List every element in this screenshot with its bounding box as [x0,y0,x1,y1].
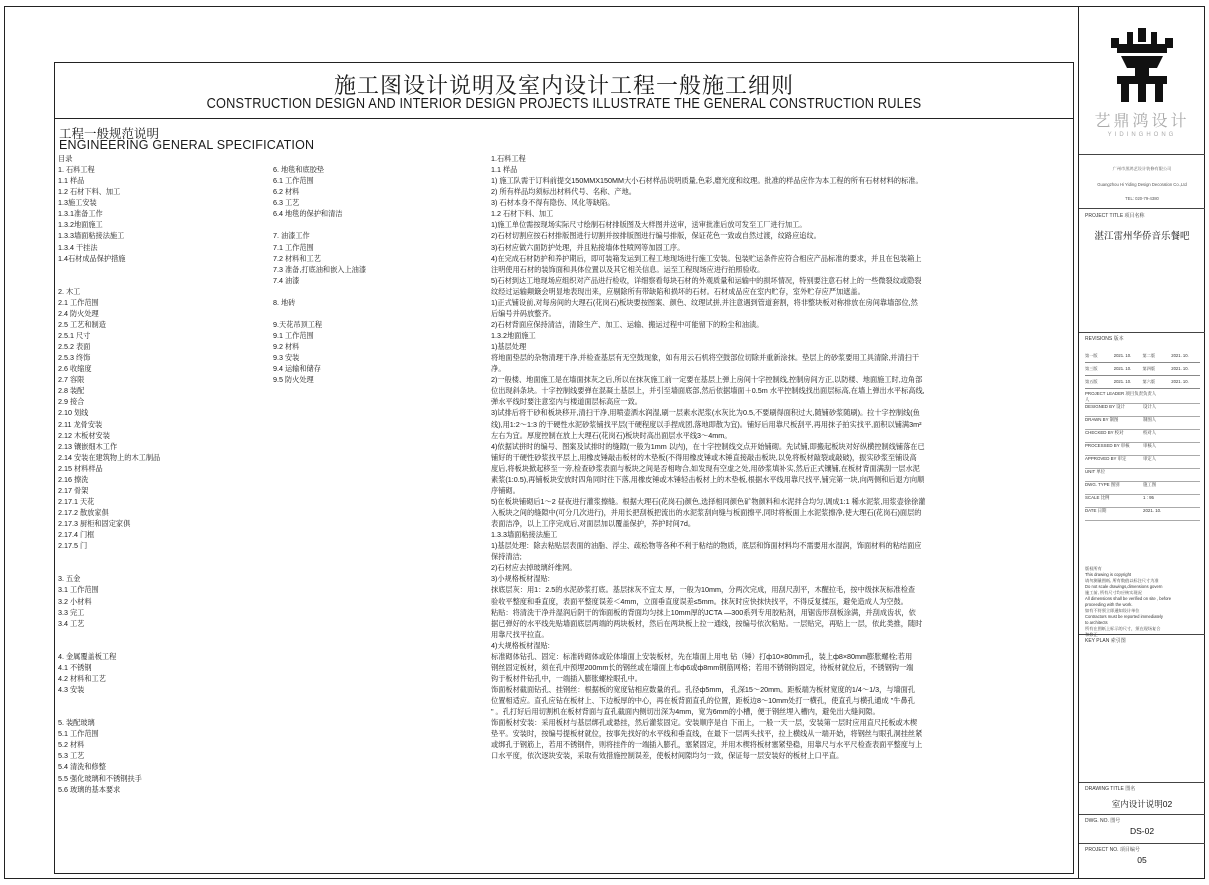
signature-value: 2021. 10. [1143,508,1162,513]
text-line: 4)在完成石材防护和养护期后，即可装箱发运到工程工地现场进行施工安装。包装贮运条件应符合相应产品标准的要求，并且在包装箱上 [491,253,922,263]
text-line: 2.12 木板材安装 [58,430,110,440]
company-name-en: Guangzhou Hi Yiding Design Decoration Co.,Ltd [1097,182,1187,187]
revision-cell: 第六版 [1142,379,1156,384]
text-line [58,629,258,640]
section-heading: 工程一般规范说明 [59,127,160,141]
signature-label: DRAWN BY 制图 [1085,417,1119,422]
project-name: 湛江雷州华侨音乐餐吧 [1094,231,1190,242]
revision-row [1085,376,1200,389]
text-line: 1.4石材成品保护措施 [58,253,126,263]
signature-row [1085,469,1200,482]
copyright-notes [1085,566,1201,638]
page-title: 施工图设计说明及室内设计工程一般施工细则 [333,73,794,98]
text-line: 1.3.3墙面粘接法施工 [491,530,558,540]
text-line: 弹水平线时要注意室内与楼道面层标高应一致。 [491,397,642,407]
text-line: 素浆(1:0.5),再铺板块安放时四角同时往下落,用橡皮锤或木锤轻击板材上的木垫板,根据水平线用靠尺找平,铺完第一块,向两侧和后退方向顺 [491,474,925,484]
text-line: 1)基层处理 [491,342,527,352]
text-line: 目录 [58,154,73,163]
text-line: 验收平整度和垂直度，表面平整度误差＜4mm，立面垂直度误差≤5mm。抹灰时应快抹快找平，不得反复揉压，避免造成人为空鼓。 [491,596,908,606]
note-line: 请勿测量图纸, 所有数值以标注尺寸为准 [1085,578,1159,583]
text-line: 口水平度，依次逐块安装，采取有效措施控制误差，使板材间隙均匀一致，保证每一层安装好的板材上口平直。 [491,751,844,761]
text-line: 2.5 工艺和制造 [58,319,106,329]
divider [1079,782,1205,783]
text-line [58,640,258,651]
text-line: 6.2 材料 [273,187,300,197]
note-line: This drawing is copyright [1085,572,1132,577]
text-line: 或绑孔于钢筋上，若用不锈钢件，则将挂件的一端插入膨孔，塞紧固定，并用木楔将板材塞紧垫稳，用靠尺与水平尺检查表面平整度与上 [491,740,923,750]
text-line: 6.1 工作范围 [273,176,314,186]
text-line: 2)石材应去掉玻璃纤维网。 [491,563,577,573]
divider [1079,814,1205,815]
text-line: 4.3 安装 [58,685,85,694]
signature-value [1143,469,1200,481]
text-line: 9.3 安装 [273,353,300,363]
note-line: 施工前, 所有尺寸均应核实现况 [1085,590,1142,595]
text-line: 粘贴：将清洗干净并湿润后阴干的饰面板的背面均匀抹上10mm厚的JCTA —300系列专用胶粘剂，用锯齿形刮板涂满，并刮成齿状，依 [491,607,916,617]
text-line: 2.13 镶嵌细木工作 [58,441,118,451]
text-line: 5.1 工作范围 [58,729,99,739]
text-line: 3.3 完工 [58,607,85,617]
text-line: 2.4 防火处理 [58,308,99,318]
text-line: 3)小规格板材湿贴: [491,574,550,584]
signature-value: 施工图 [1143,482,1157,487]
toc-column-2 [273,153,473,385]
text-line: 1.2 石材下料、加工 [491,209,554,219]
text-line: 7.2 材料和工艺 [273,253,321,263]
text-line [58,551,258,562]
signature-value: 校对人 [1143,430,1157,435]
text-line: 5. 装配玻璃 [58,718,95,728]
text-line: 4)大规格板材湿贴: [491,640,550,650]
text-line: 饰面板材截面钻孔、挂钢丝：根据板的宽度钻相应数量的孔。孔径ф5mm， 孔深15～20mm。距板端为板材宽度的1/4～1/3，与墙面孔 [491,685,916,694]
text-line: 9.4 运输和储存 [273,364,321,374]
revision-row [1085,350,1200,363]
text-line [58,706,258,717]
text-line: 标准砌体钻孔、固定：标准砖砌体或砼体墙面上安装板材，先在墙面上用电 钻（锤）打ф10×80mm孔，装上ф8×80mm膨胀螺栓;若用 [491,651,913,661]
text-line: 2.14 安装在建筑物上的木工制品 [58,452,161,462]
signature-row [1085,482,1200,495]
company-tel: TEL: 020-79-4380 [1125,196,1159,201]
drawing-title-label: DRAWING TITLE 图名 [1085,786,1136,792]
text-line: 1.3.3墙面粘接法施工 [58,231,125,241]
text-line: 5)在板块铺砌后1～2 昼夜进行灌浆擦缝。根据大理石(花岗石)颜色,选择相同颜色矿物颜料和水泥拌合均匀,调成1:1 稀水泥浆,用浆壶徐徐灌 [491,496,926,506]
text-line: 纹经过运输颠簸会明显地表现出来，应剔除所有带缺陷和损坏的石材。石材成品应在室内贮存，室外贮存应严加遮盖。 [491,286,865,296]
signature-row [1085,443,1200,456]
text-line: 7.4 油漆 [273,275,300,285]
text-line: 1.3.4 干挂法 [58,242,98,252]
text-line: 2.16 擦洗 [58,474,89,484]
page-title-en: CONSTRUCTION DESIGN AND INTERIOR DESIGN PROJECTS ILLUSTRATE THE GENERAL CONSTRUCTION RULES [206,96,922,112]
text-line: 表面洁净，以上工序完成后,对面层加以覆盖保护，养护时间7d。 [491,519,696,529]
text-line [273,153,473,164]
text-line: 6.4 地毯的保护和清洁 [273,209,343,219]
signature-label: UNIT 单位 [1085,469,1106,474]
revision-cell: 第二版 [1142,353,1156,358]
text-line: 2.5.2 表面 [58,342,91,352]
text-line: 左右为宜。厚度控制在放上大理石(花岗石)板块时高出面层水平线3～4mm。 [491,430,732,440]
text-line: 4)依据试拼时的编号、图案及试排时的缝隙(一般为1mm 以内)，在十字控制线交点开始铺砌。先试铺,即搬起板块对好纵横控制线铺落在已 [491,441,925,451]
text-line: 1. 石料工程 [58,165,95,175]
project-title-label: PROJECT TITLE 项目名称 [1085,213,1145,219]
note-line: 版权所有 [1085,566,1102,571]
text-line: 9.1 工作范围 [273,331,314,340]
spec-panel [54,62,1074,874]
note-line: 如有不符须立即通知设计单位 [1085,608,1140,613]
signature-row [1085,508,1200,521]
signature-label: APPROVED BY 审定 [1085,456,1127,461]
note-line: All dimensions shall be verified on site , before [1085,596,1172,601]
section-heading-en: ENGINEERING GENERAL SPECIFICATION [59,138,315,152]
text-line [273,219,473,230]
text-line: 1)正式铺设前,对每房间的大理石(花岗石)板块要按图案、颜色、纹理试拼,并注意遇到管道套割，将非整块板对称排放在房间靠墙部位,然 [491,297,918,307]
revision-cell: 第五版 [1085,379,1098,384]
text-line: 用靠尺找平拉直。 [491,629,549,639]
text-line [273,308,473,319]
signature-label: PROJECT LEADER 项目负责人 [1085,391,1143,402]
company-name: 广州市黑鸿艺设计装修有限公司 [1112,166,1172,171]
text-line: 将地面垫层的杂物清理干净,并检查基层有无空鼓现象，如有用云石机将空鼓部位切除并重新涂抹。垫层上的砂浆要用工具清除,并清扫干 [491,353,920,363]
text-line: 5.4 清洗和修整 [58,762,106,772]
text-line: 钢丝固定板材，须在孔中预埋200mm长的钢丝或在墙面上布ф6或ф8mm钢筋网格；若用不锈钢钩固定，待板材就位后，不锈钢钩一端 [491,662,914,672]
divider [1079,208,1205,209]
text-line: 垫平。安装时，按编号提板材就位，按事先找好的水平线和垂直线，在最下一层两头找平，拉上横线从一端开始，将钢丝与眼孔洞挂丝紧 [491,729,923,739]
text-line: 位出现斜条块。十字控制线要弹在混凝土基层上，并引至墙面底部,然后依据墙面＋0.5m 水平控制线找出面层标高,在墙上弹出水平标高线, [491,386,925,396]
revision-cell: 2021. 10. [1171,353,1189,358]
toc-column-1 [58,153,258,795]
text-line: 1)施工单位需按现场实际尺寸绘制石材排版图及大样图并送审，送审批准后放可发至工厂进行加工。 [491,220,807,230]
note-line: Do not scale drawings,dimensions govern [1085,584,1163,589]
signature-value: 审定人 [1143,456,1157,461]
divider [1079,843,1205,844]
revision-cell: 2021. 10. [1113,379,1132,384]
signature-value: 制图人 [1143,417,1157,422]
text-line: 2) 所有样品均须标出材料代号、名称、产地。 [491,187,636,197]
text-line: 2)石材背面应保持清洁，清除生产、加工、运输、搬运过程中可能留下的粉尘和油渍。 [491,319,764,329]
note-line: to architects [1085,620,1108,625]
text-line: 2.10 划线 [58,408,89,418]
text-line: 1.3施工安装 [58,198,97,208]
signature-row [1085,391,1200,404]
text-line: 5.6 玻璃的基本要求 [58,784,121,794]
revision-cell: 2021. 10. [1171,366,1189,371]
signature-row [1085,456,1200,469]
signature-row [1085,404,1200,417]
signature-row [1085,430,1200,443]
text-line: 1.2 石材下料、加工 [58,187,121,197]
text-line: 1)基层处理：除去粘贴层表面的油脂、浮尘、疏松物等各种不利于粘结的物质，底层和饰面材料均不需要用水湿润，饰面材料的粘结面应 [491,541,922,551]
signature-value: 1 : 95 [1143,495,1154,500]
text-line: 位置相适应。直孔应钻在板材上、下边板厚的中心，再在板背面直孔的位置，距板边8～10mm处打一横孔，使直孔与横孔通成 "牛鼻孔 [491,696,915,706]
signature-label: CHECKED BY 校对 [1085,430,1124,435]
text-line: 3.1 工作范围 [58,585,99,595]
text-line: 4. 金属覆盖板工程 [58,651,117,661]
text-line [58,562,258,573]
text-line: 3)石材应做六面防护处理，并且粘接墙体性喷网等加固工序。 [491,242,685,252]
text-line: 1.石料工程 [491,154,526,163]
signature-value: 负责人 [1143,391,1157,396]
text-line: 6. 地毯和底胶垫 [273,165,325,175]
text-line [58,264,258,275]
revision-cell: 第四版 [1142,366,1156,371]
text-line: 2.17.1 天花 [58,496,95,506]
dwg-no: DS-02 [1129,826,1155,836]
signature-value: 审核人 [1143,443,1157,448]
text-line: 3) 石材本身不得有隐伤、风化等缺陷。 [491,198,615,208]
text-line: 1.3.2地面施工 [491,331,536,340]
text-line: 2.17.2 散放家俱 [58,508,109,517]
text-line: 6.3 工艺 [273,198,300,208]
title-divider [55,118,1073,119]
text-line: 注明使用石材的装饰面和具体位置以及其它相关信息。运至工程现场应进行拍照验收。 [491,264,765,274]
signature-rows [1085,391,1200,521]
text-line: 2)石材切割应按石材排版图进行切割并按排版图进行编号排版，保证花色一致或自然过渡，纹路应追纹。 [491,231,821,241]
text-line: 饰面板材安装：采用板材与基层绑孔或悬挂，然后灌浆固定。安装顺序是自 下而上，一般一天一层，安装第一层时应用直尺托板或木楔 [491,718,918,728]
revisions-table [1085,350,1200,389]
text-line [273,286,473,297]
text-line: 2.5.3 终饰 [58,353,91,363]
text-line: 9.5 防火处理 [273,375,314,385]
text-line: 2)一般楼、地面施工是在墙面抹灰之后,所以在抹灰施工前一定要在基层上弹上房间十字控制线,控制房间方正,以防楼、地面施工时,边角部 [491,375,923,385]
text-line: 7.1 工作范围 [273,242,314,252]
note-line: proceeding with the work. [1085,602,1133,607]
text-line: 2.8 装配 [58,386,85,396]
text-line: 7. 油漆工作 [273,231,310,241]
signature-value: 设计人 [1143,404,1157,409]
text-line: 3.4 工艺 [58,618,85,628]
text-line: 2.11 龙骨安装 [58,419,103,429]
text-line: 5.5 强化玻璃和不锈钢扶手 [58,773,142,783]
text-line: 2.17 骨架 [58,485,89,495]
text-line: 9.2 材料 [273,342,300,352]
revision-row [1085,363,1200,376]
text-line: 1) 施工队需于订料前提交150MMX150MM大小石材样品说明质量,色彩,磨光度和纹理。批准的样品应作为本工程的所有石材材料的标准。 [491,176,923,186]
title-block [1078,6,1205,879]
signature-label: PROCESSED BY 审核 [1085,443,1130,448]
text-line: 抹底层灰：用1：2.5的水泥砂浆打底。基层抹灰不宜太 厚，一般为10mm，分两次完成，用刮尺刮平，木醒拉毛，按中级抹灰标准检查 [491,585,916,595]
revision-cell: 2021. 10. [1171,379,1189,384]
text-line: 铺好的干硬性砂浆找平层上,用橡皮锤敲击板材的木垫板(不得用橡皮锤或木锤直接敲击板块,以免将板材敲裂或敲破)，振实砂浆至铺设高 [491,452,917,462]
text-line: 序铺砌。 [491,485,520,495]
text-line: 3. 五金 [58,574,81,584]
dwg-no-label: DWG. NO. 图号 [1085,818,1121,824]
project-no-label: PROJECT NO. 项目编号 [1085,847,1140,853]
text-line: 2.6 收缩度 [58,364,92,374]
signature-label: DWG. TYPE 图别 [1085,482,1120,487]
drawing-title: 室内设计说明02 [1111,799,1173,809]
text-line: 2.5.1 尺寸 [58,331,91,340]
brand-name: 艺鼎鸿设计 [1094,111,1190,130]
divider [1079,154,1205,155]
brand-name-en: YIDINGHONG [1107,132,1177,138]
text-line: 5.3 工艺 [58,751,85,761]
revision-cell: 第三版 [1085,366,1098,371]
text-line: 2. 木工 [58,286,81,296]
text-line: 5)石材到达工地现场应组织对产品进行检收，详细察看每块石材的外观质量和运输中的损坏情况，特别要注意石材上的一些微裂纹或隐裂 [491,275,922,285]
text-line: 净。 [491,364,506,374]
text-line: 2.9 接合 [58,397,85,407]
text-line: 据已弹好的水平线先贴墙面底层两端的两块板材，然后在两块板上拉一通线，按编号依次粘贴。一层贴完，再贴上一层，依此类推，随时 [491,618,923,628]
text-line: 1.1 样品 [58,176,85,186]
divider [1079,332,1205,333]
revision-cell: 第一版 [1085,353,1098,358]
text-line: 1.1 样品 [491,165,518,175]
text-line: 4.1 不锈钢 [58,662,92,672]
text-line: 5.2 材料 [58,740,85,750]
text-line: 钩于板材件钻孔中，一端插入膨胀螺栓眼孔中。 [491,673,642,683]
text-line: 入板块之间的缝隙中(可分几次进行)，并用长把刮板把流出的水泥浆刮向缝与板面擦平,同时将板面上水泥浆擦净,使大理石(花岗石)面层的 [491,508,922,517]
text-line: 7.3 准备,打底油和嵌入上油漆 [273,264,367,274]
text-line: 4.2 材料和工艺 [58,673,106,683]
text-line: 2.17.3 厨柜和固定家俱 [58,519,131,529]
revision-cell: 2021. 10. [1113,353,1132,358]
note-line: 所有在图纸上标示的尺寸，须在现场复合 [1085,626,1161,631]
signature-row [1085,417,1200,430]
text-line: 1.3.1准备工作 [58,209,103,219]
company-logo [1107,26,1177,104]
text-line: 2.7 容限 [58,375,85,385]
text-line: 线),用1:2～1:3 的干硬性水泥砂浆铺找平层(干硬程度以手捏成团,落地即散为宜)。铺好后用靠尺板刮平,再用抹子拍实找平,面积以铺满3m² [491,419,922,429]
signature-label: SCALE 比例 [1085,495,1110,500]
project-no: 05 [1137,855,1147,865]
divider [1079,634,1205,635]
note-line: 和修正 [1085,632,1098,637]
signature-label: DESIGNED BY 设计 [1085,404,1125,409]
text-line [58,275,258,286]
revisions-label: REVISIONS 版本 [1085,336,1124,342]
key-plan-label: KEY PLAN 索引图 [1085,638,1126,644]
text-line: 1.3.2地面施工 [58,220,103,230]
text-line: 8. 地砖 [273,297,296,307]
signature-row [1085,495,1200,508]
text-line: 2.17.4 门框 [58,530,95,540]
text-line: 保持清洁; [491,552,522,562]
spec-text-column [491,153,1071,761]
text-line: 后编号并码放整齐。 [491,308,556,318]
text-line: 9.天花吊顶工程 [273,319,323,329]
text-line: 2.17.5 门 [58,541,88,551]
text-line: 度后,将板块掀起移至一旁,检查砂浆表面与板块之间是否相吻合,如发现有空虚之处,用砂浆填补实,然后正式镶铺,在板材背面满刮一层水泥 [491,463,920,473]
text-line: 2.1 工作范围 [58,297,99,307]
text-line: " 。孔打好后用切割机在板材背面与直孔截面内侧切出深为4mm，宽为6mm的小槽，便于钢丝埋入槽内，避免出大缝间隙。 [491,707,880,717]
note-line: Contractors must be reported immediately [1085,614,1163,619]
text-line [58,695,258,706]
text-line: 3.2 小材料 [58,596,92,606]
text-line: 3)试排后将干砂和板块移开,清扫干净,用喷壶洒水润湿,刷一层素水泥浆(水灰比为0.5,不要刷得面积过大,随铺砂浆随刷)。拉十字控制线(鱼 [491,408,920,418]
revision-cell: 2021. 10. [1113,366,1132,371]
text-line: 2.15 材料样品 [58,463,103,473]
signature-label: DATE 日期 [1085,508,1107,513]
